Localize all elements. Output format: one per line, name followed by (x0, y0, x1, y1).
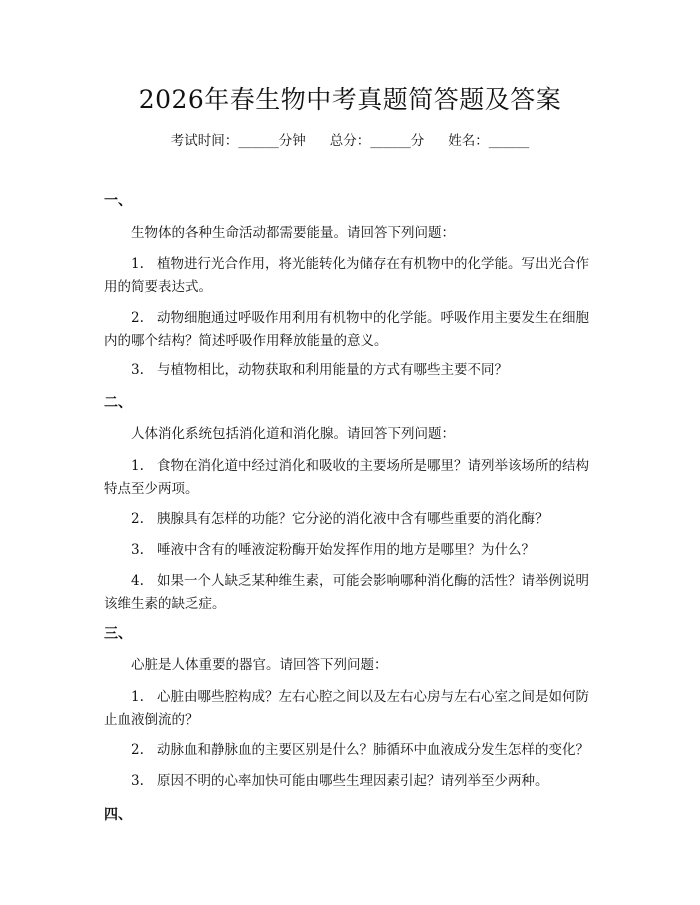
section-heading-2: 二、 (104, 395, 132, 411)
question-text: 心脏由哪些腔构成？左右心腔之间以及左右心房与左右心室之间是如何防止血液倒流的？ (104, 689, 589, 728)
section-heading-3: 三、 (104, 626, 132, 642)
section-heading-1: 一、 (104, 193, 132, 209)
question-number: 1. (131, 256, 144, 272)
page-title: 2026年春生物中考真题简答题及答案 (138, 85, 562, 114)
name-field: 姓名：______ (448, 133, 530, 149)
question-number: 2. (131, 310, 144, 326)
question-number: 3. (131, 773, 144, 789)
question-text: 食物在消化道中经过消化和吸收的主要场所是哪里？请列举该场所的结构特点至少两项。 (104, 458, 589, 497)
total-score-field: 总分：______分 (329, 133, 425, 149)
question-number: 2. (131, 511, 144, 527)
question-number: 3. (131, 542, 144, 558)
question-1-2 (104, 307, 600, 353)
question-text: 胰腺具有怎样的功能？它分泌的消化液中含有哪些重要的消化酶？ (157, 511, 549, 527)
question-text: 动物细胞通过呼吸作用利用有机物中的化学能。呼吸作用主要发生在细胞内的哪个结构？简述呼吸作用释放能量的意义。 (104, 310, 589, 349)
question-number: 1. (131, 458, 144, 474)
question-text: 原因不明的心率加快可能由哪些生理因素引起？请列举至少两种。 (157, 773, 549, 789)
question-2-3 (104, 539, 600, 562)
section-heading-4: 四、 (104, 807, 132, 823)
question-1-1 (104, 253, 600, 299)
question-3-1 (104, 686, 600, 732)
section-intro-1: 生物体的各种生命活动都需要能量。请回答下列问题： (131, 225, 455, 241)
question-text: 唾液中含有的唾液淀粉酶开始发挥作用的地方是哪里？为什么？ (157, 542, 535, 558)
question-3-3 (104, 770, 600, 793)
question-text: 动脉血和静脉血的主要区别是什么？肺循环中血液成分发生怎样的变化？ (157, 742, 589, 758)
question-1-3 (104, 359, 600, 382)
question-2-1 (104, 455, 600, 501)
question-text: 与植物相比，动物获取和利用能量的方式有哪些主要不同？ (157, 362, 508, 378)
question-number: 1. (131, 689, 144, 705)
question-number: 2. (131, 742, 144, 758)
section-intro-3: 心脏是人体重要的器官。请回答下列问题： (131, 657, 388, 673)
question-2-2 (104, 508, 600, 531)
question-text: 植物进行光合作用，将光能转化为储存在有机物中的化学能。写出光合作用的简要表达式。 (104, 256, 589, 295)
exam-time-field: 考试时间：______分钟 (170, 133, 306, 149)
question-number: 4. (131, 573, 144, 589)
question-number: 3. (131, 362, 144, 378)
section-intro-2: 人体消化系统包括消化道和消化腺。请回答下列问题： (131, 426, 455, 442)
question-text: 如果一个人缺乏某种维生素，可能会影响哪种消化酶的活性？请举例说明该维生素的缺乏症。 (104, 573, 589, 612)
question-3-2 (104, 739, 600, 762)
exam-info-line (0, 131, 700, 151)
question-2-4 (104, 570, 600, 616)
